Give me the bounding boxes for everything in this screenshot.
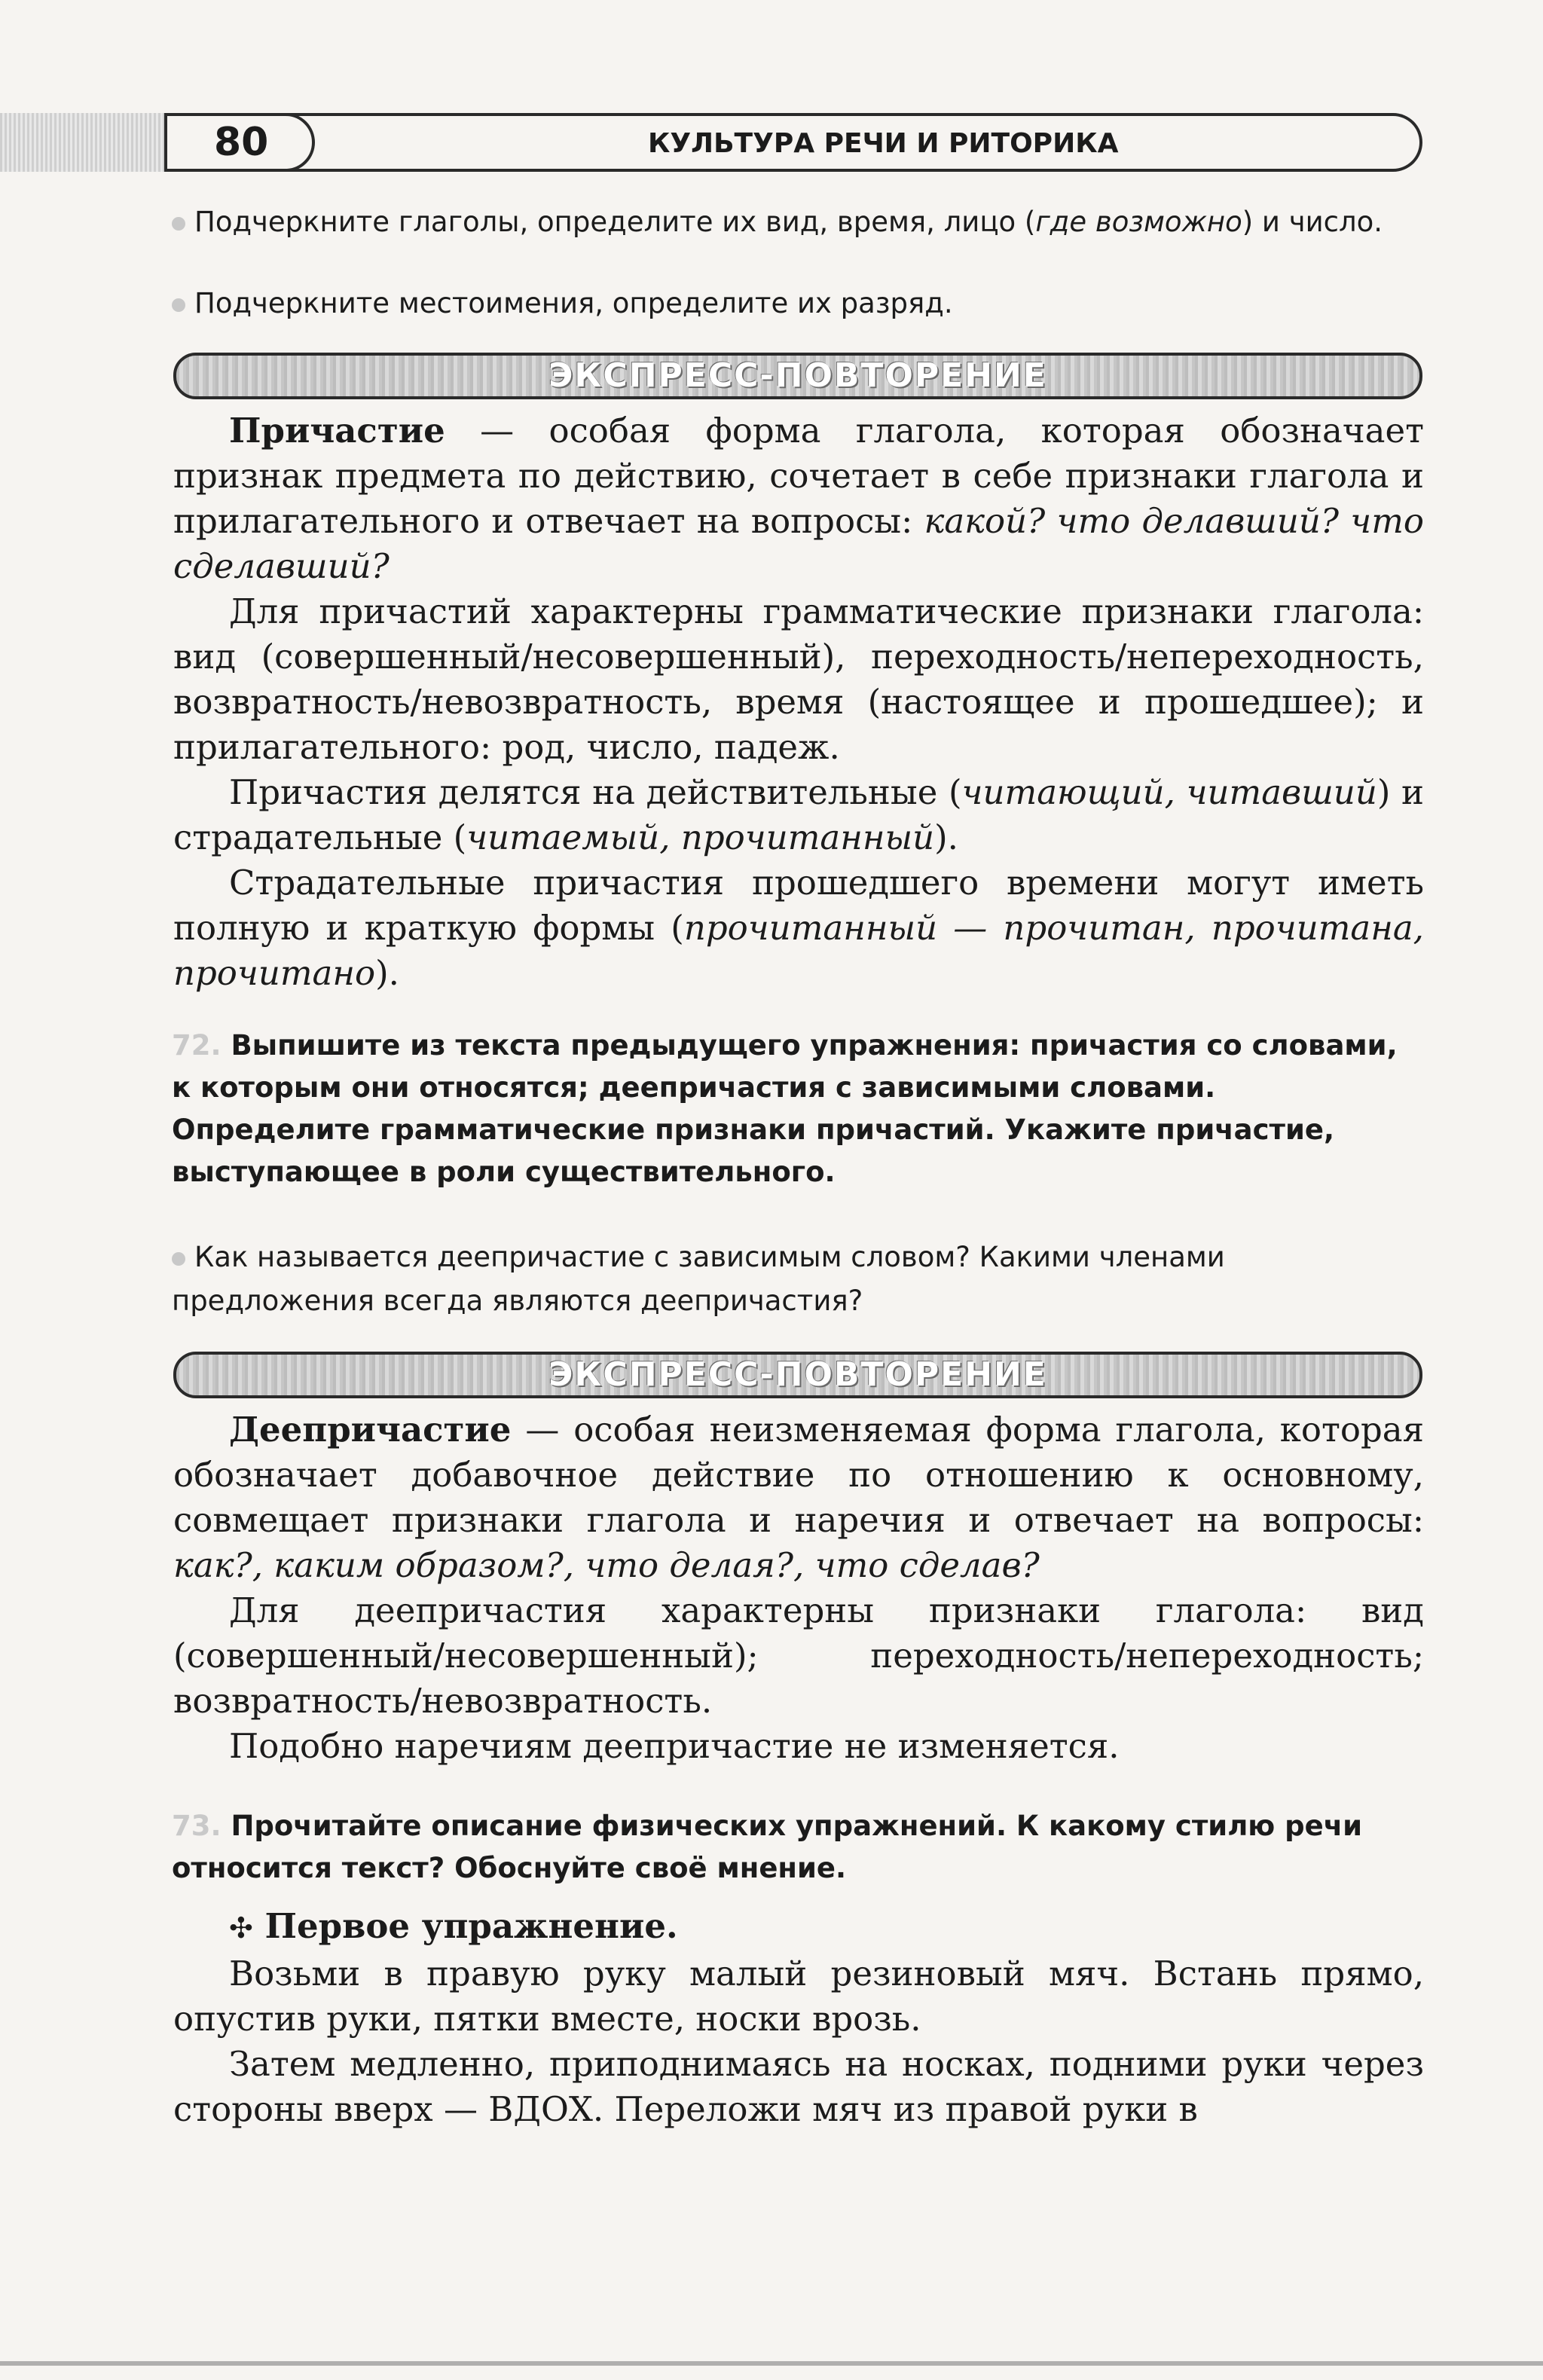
participle-features: Для причастий характерны грамматические признаки глагола: вид (совершенный/несовершенный), переходность/непереходность, возвратность/невозвратность, время (настоящее и прошедшее); и прилагательного: род, число, падеж. bbox=[173, 591, 1424, 767]
question-72: Как называется деепричастие с зависимым словом? Какими членами предложения всегда являются деепричастия? bbox=[172, 1241, 1225, 1317]
first-exercise-title: ✣ Первое упражнение. bbox=[229, 1906, 678, 1946]
task-pronouns: Подчеркните местоимения, определите их разряд. bbox=[172, 282, 1422, 325]
header-texture bbox=[0, 113, 188, 172]
express-review-banner: ЭКСПРЕСС-ПОВТОРЕНИЕ bbox=[173, 353, 1422, 399]
gerund-note: Подобно наречиям деепричастие не изменяется. bbox=[229, 1726, 1120, 1766]
gerund-definition: Деепричастие — особая неизменяемая форма глагола, которая обозначает добавочное действие по отношению к основному, совмещает признаки глагола и наречия и отвечает на вопросы: как?, каким образом?, что делая?, что сделав? bbox=[173, 1410, 1424, 1585]
bullet-icon bbox=[172, 298, 185, 312]
page-bottom-edge bbox=[0, 2361, 1543, 2366]
decorative-marker-icon: ✣ bbox=[229, 1911, 253, 1945]
task-verbs: Подчеркните глаголы, определите их вид, время, лицо (где возможно) и число. bbox=[172, 200, 1422, 244]
first-exercise-step-1: Возьми в правую руку малый резиновый мяч. Встань прямо, опустив руки, пятки вместе, носки врозь. bbox=[173, 1954, 1424, 2039]
express-review-banner: ЭКСПРЕСС-ПОВТОРЕНИЕ bbox=[173, 1352, 1422, 1398]
bullet-icon bbox=[172, 1252, 185, 1266]
exercise-73: 73. Прочитайте описание физических упражнений. К какому стилю речи относится текст? Обоснуйте своё мнение. bbox=[172, 1810, 1363, 1884]
participle-definition: Причастие — особая форма глагола, которая обозначает признак предмета по действию, сочетает в себе признаки глагола и прилагательного и отвечает на вопросы: какой? что делавший? что сделавший? bbox=[173, 411, 1424, 586]
page-number: 80 bbox=[164, 113, 315, 172]
participle-forms: Страдательные причастия прошедшего времени могут иметь полную и краткую формы (прочитанный — прочитан, прочитана, прочитано). bbox=[173, 863, 1424, 993]
exercise-72: 72. Выпишите из текста предыдущего упражнения: причастия со словами, к которым они относятся; деепричастия с зависимыми словами. Определите грамматические признаки причастий. Укажите причастие, выступающее в роли существительного. bbox=[172, 1029, 1398, 1188]
first-exercise-step-2: Затем медленно, приподнимаясь на носках, подними руки через стороны вверх — ВДОХ. Переложи мяч из правой руки в bbox=[173, 2044, 1424, 2129]
gerund-features: Для деепричастия характерны признаки глагола: вид (совершенный/несовершенный); переходность/непереходность; возвратность/невозвратность. bbox=[173, 1590, 1424, 1721]
running-title: КУЛЬТУРА РЕЧИ И РИТОРИКА bbox=[648, 128, 1119, 159]
bullet-icon bbox=[172, 217, 185, 231]
participle-types: Причастия делятся на действительные (читающий, читавший) и страдательные (читаемый, прочитанный). bbox=[173, 772, 1424, 857]
